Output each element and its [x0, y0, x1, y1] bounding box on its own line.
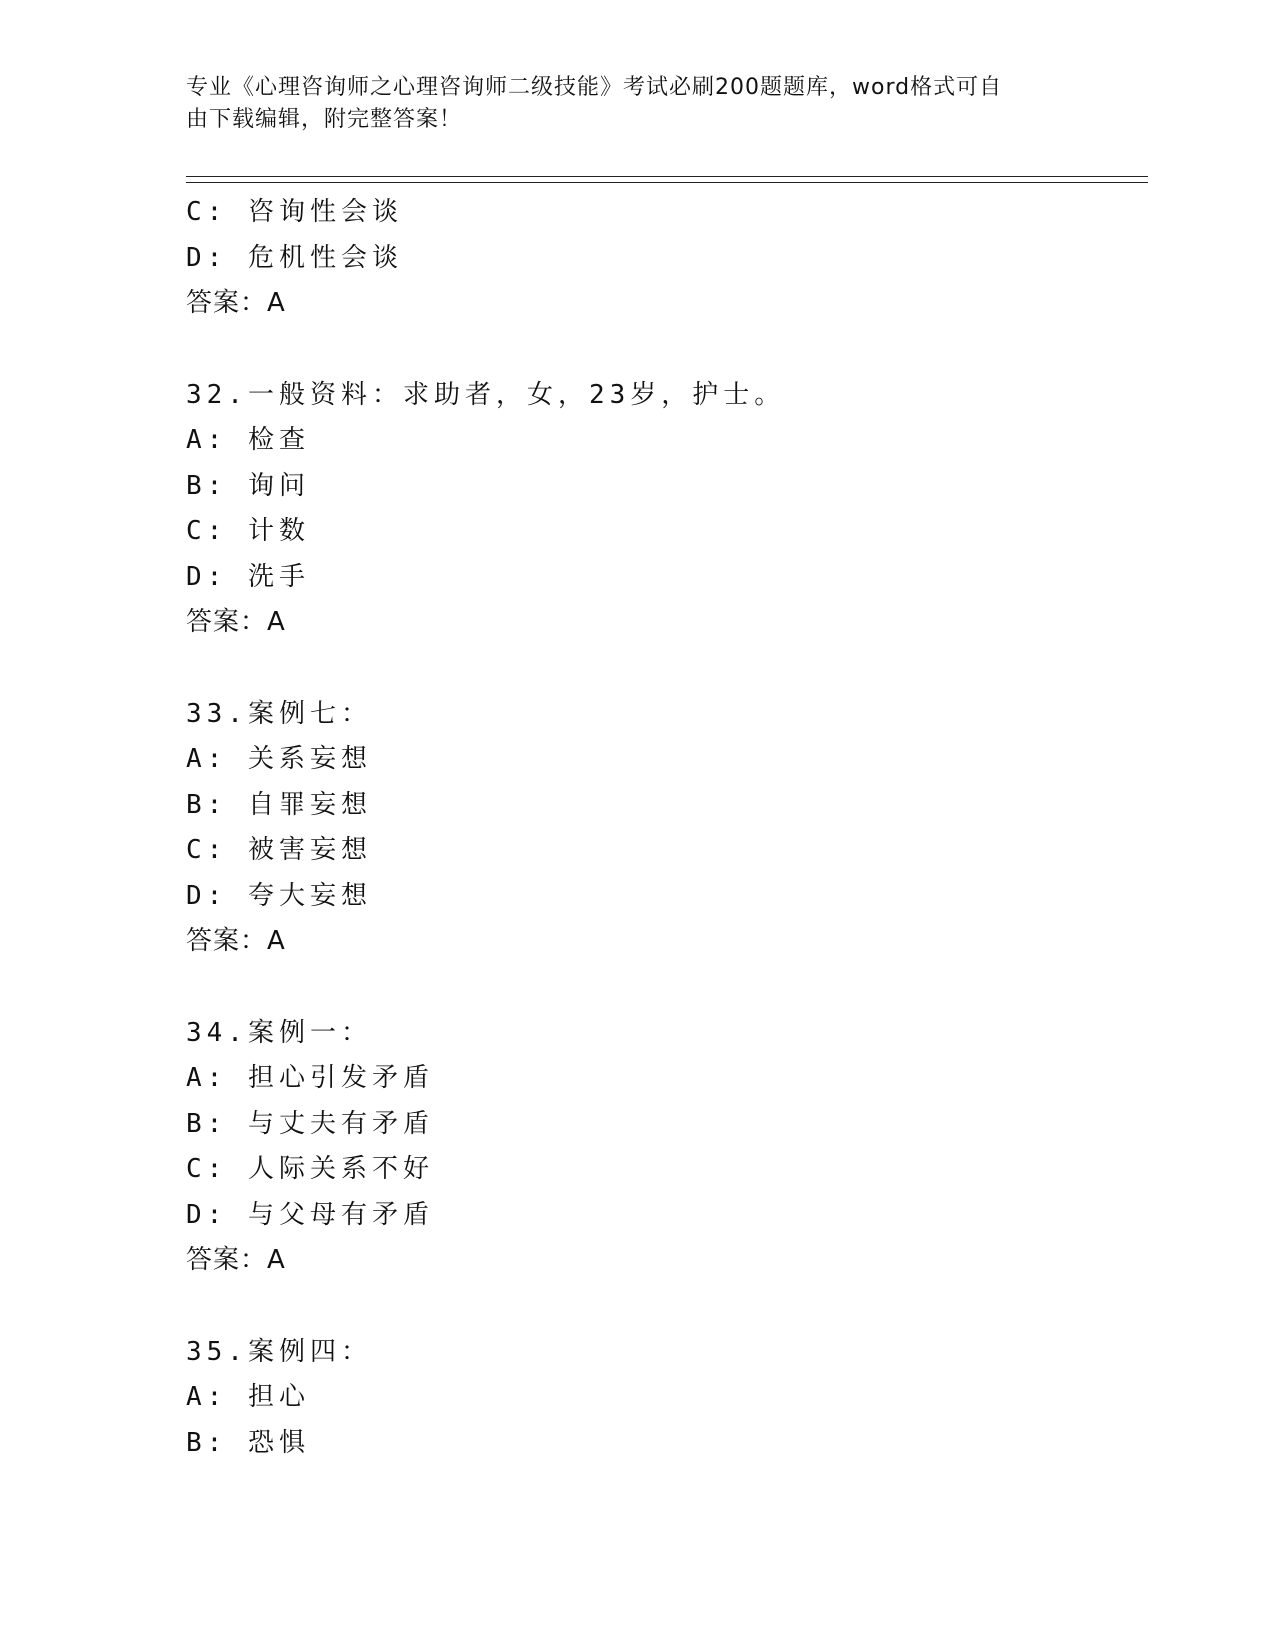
option-b: B: 与丈夫有矛盾	[186, 1108, 434, 1139]
spacer	[186, 327, 1146, 373]
answer-line: 答案：A	[186, 926, 286, 956]
option-b: B: 恐惧	[186, 1427, 310, 1458]
question-stem: 34.案例一：	[186, 1017, 372, 1048]
question-33	[186, 692, 1146, 965]
header-divider-top	[186, 176, 1148, 177]
question-35	[186, 1330, 1146, 1467]
continued-question	[186, 190, 1146, 327]
question-stem: 33.案例七：	[186, 698, 372, 729]
question-stem: 35.案例四：	[186, 1336, 372, 1367]
question-list	[186, 190, 1146, 1466]
spacer	[186, 1284, 1146, 1330]
answer-line: 答案：A	[186, 288, 286, 318]
spacer	[186, 965, 1146, 1011]
answer-line: 答案：A	[186, 1245, 286, 1275]
question-32	[186, 373, 1146, 646]
option-b: B: 自罪妄想	[186, 789, 372, 820]
option-d: D: 危机性会谈	[186, 242, 403, 273]
answer-line: 答案：A	[186, 607, 286, 637]
option-b: B: 询问	[186, 470, 310, 501]
option-d: D: 洗手	[186, 561, 310, 592]
option-c: C: 计数	[186, 516, 310, 546]
question-stem: 32.一般资料：求助者，女，23岁，护士。	[186, 379, 786, 410]
option-a: A: 担心引发矛盾	[186, 1063, 434, 1093]
document-header	[186, 72, 1066, 136]
option-c: C: 人际关系不好	[186, 1154, 434, 1184]
header-line-2: 由下载编辑，附完整答案！	[186, 107, 463, 132]
option-a: A: 关系妄想	[186, 744, 372, 774]
header-line-1: 专业《心理咨询师之心理咨询师二级技能》考试必刷200题题库，word格式可自	[186, 75, 1003, 100]
question-34	[186, 1011, 1146, 1284]
option-c: C: 咨询性会谈	[186, 197, 403, 227]
option-d: D: 夸大妄想	[186, 880, 372, 911]
spacer	[186, 646, 1146, 692]
option-a: A: 担心	[186, 1382, 310, 1412]
option-d: D: 与父母有矛盾	[186, 1199, 434, 1230]
header-divider-bottom	[186, 182, 1148, 183]
option-c: C: 被害妄想	[186, 835, 372, 865]
option-a: A: 检查	[186, 425, 310, 455]
